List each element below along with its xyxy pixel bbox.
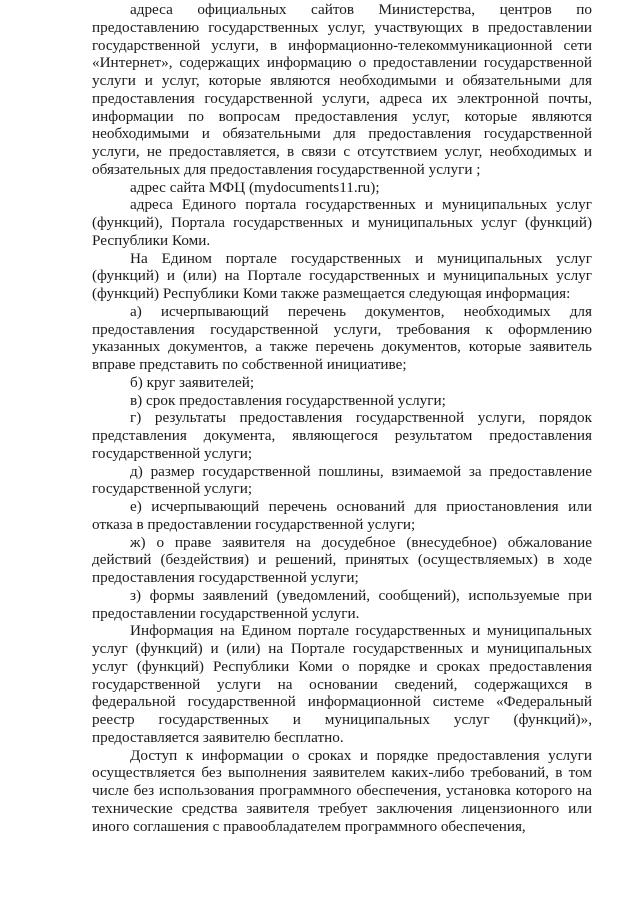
paragraph-official-sites: адреса официальных сайтов Министерства, центров по предоставлению государственных услуг, участвующих в предоставлении государственной услуги, в информационно-телекоммуникационной сети «Интернет», содержащих информацию о предоставлении государственной услуги и услуг, которые являются необходимыми и обязательными для предоставления государственной услуги, адреса их электронной почты, информации по вопросам предоставления услуг, которые являются необходимыми и обязательными для предоставления государственной услуги, не предоставляется, в связи с отсутствием услуг, необходимых и обязательных для предоставления государственной услуги ; <box>92 1 592 178</box>
list-item-a: а) исчерпывающий перечень документов, необходимых для предоставления государственной услуги, требования к оформлению указанных документов, а также перечень документов, которые заявитель вправе представить по собственной инициативе; <box>92 302 592 373</box>
list-item-v: в) срок предоставления государственной услуги; <box>130 391 446 409</box>
list-item-d: д) размер государственной пошлины, взимаемой за предоставление государственной услуги; <box>92 462 592 498</box>
paragraph-free-info: Информация на Едином портале государственных и муниципальных услуг (функций) и (или) на Портале государственных и муниципальных услуг (функций) Республики Коми о порядке и сроках предоставления государственной услуги на основании сведений, содержащихся в федеральной государственной информационной системе «Федеральный реестр государственных и муниципальных услуг (функций)», предоставляется заявителю бесплатно. <box>92 622 592 746</box>
paragraph-portal-addresses: адреса Единого портала государственных и муниципальных услуг (функций), Портала государственных и муниципальных услуг (функций) Республики Коми. <box>92 196 592 249</box>
list-item-b: б) круг заявителей; <box>130 373 255 391</box>
paragraph-access-info: Доступ к информации о сроках и порядке предоставления услуги осуществляется без выполнения заявителем каких-либо требований, в том числе без использования программного обеспечения, установка которого на технические средства заявителя требует заключения лицензионного или иного соглашения с правообладателем программного обеспечения, <box>92 746 592 835</box>
document-body <box>92 1 592 835</box>
list-item-zh: ж) о праве заявителя на досудебное (внесудебное) обжалование действий (бездействия) и решений, принятых (осуществляемых) в ходе предоставления государственной услуги; <box>92 533 592 586</box>
paragraph-mfc-site: адрес сайта МФЦ (mydocuments11.ru); <box>130 178 380 196</box>
list-item-g: г) результаты предоставления государственной услуги, порядок представления документа, являющегося результатом предоставления государственной услуги; <box>92 409 592 462</box>
list-item-e: е) исчерпывающий перечень оснований для приостановления или отказа в предоставлении государственной услуги; <box>92 498 592 533</box>
paragraph-portal-info-intro: На Едином портале государственных и муниципальных услуг (функций) и (или) на Портале государственных и муниципальных услуг (функций) Республики Коми также размещается следующая информация: <box>92 249 592 302</box>
list-item-z: з) формы заявлений (уведомлений, сообщений), используемые при предоставлении государственной услуги. <box>92 586 592 622</box>
